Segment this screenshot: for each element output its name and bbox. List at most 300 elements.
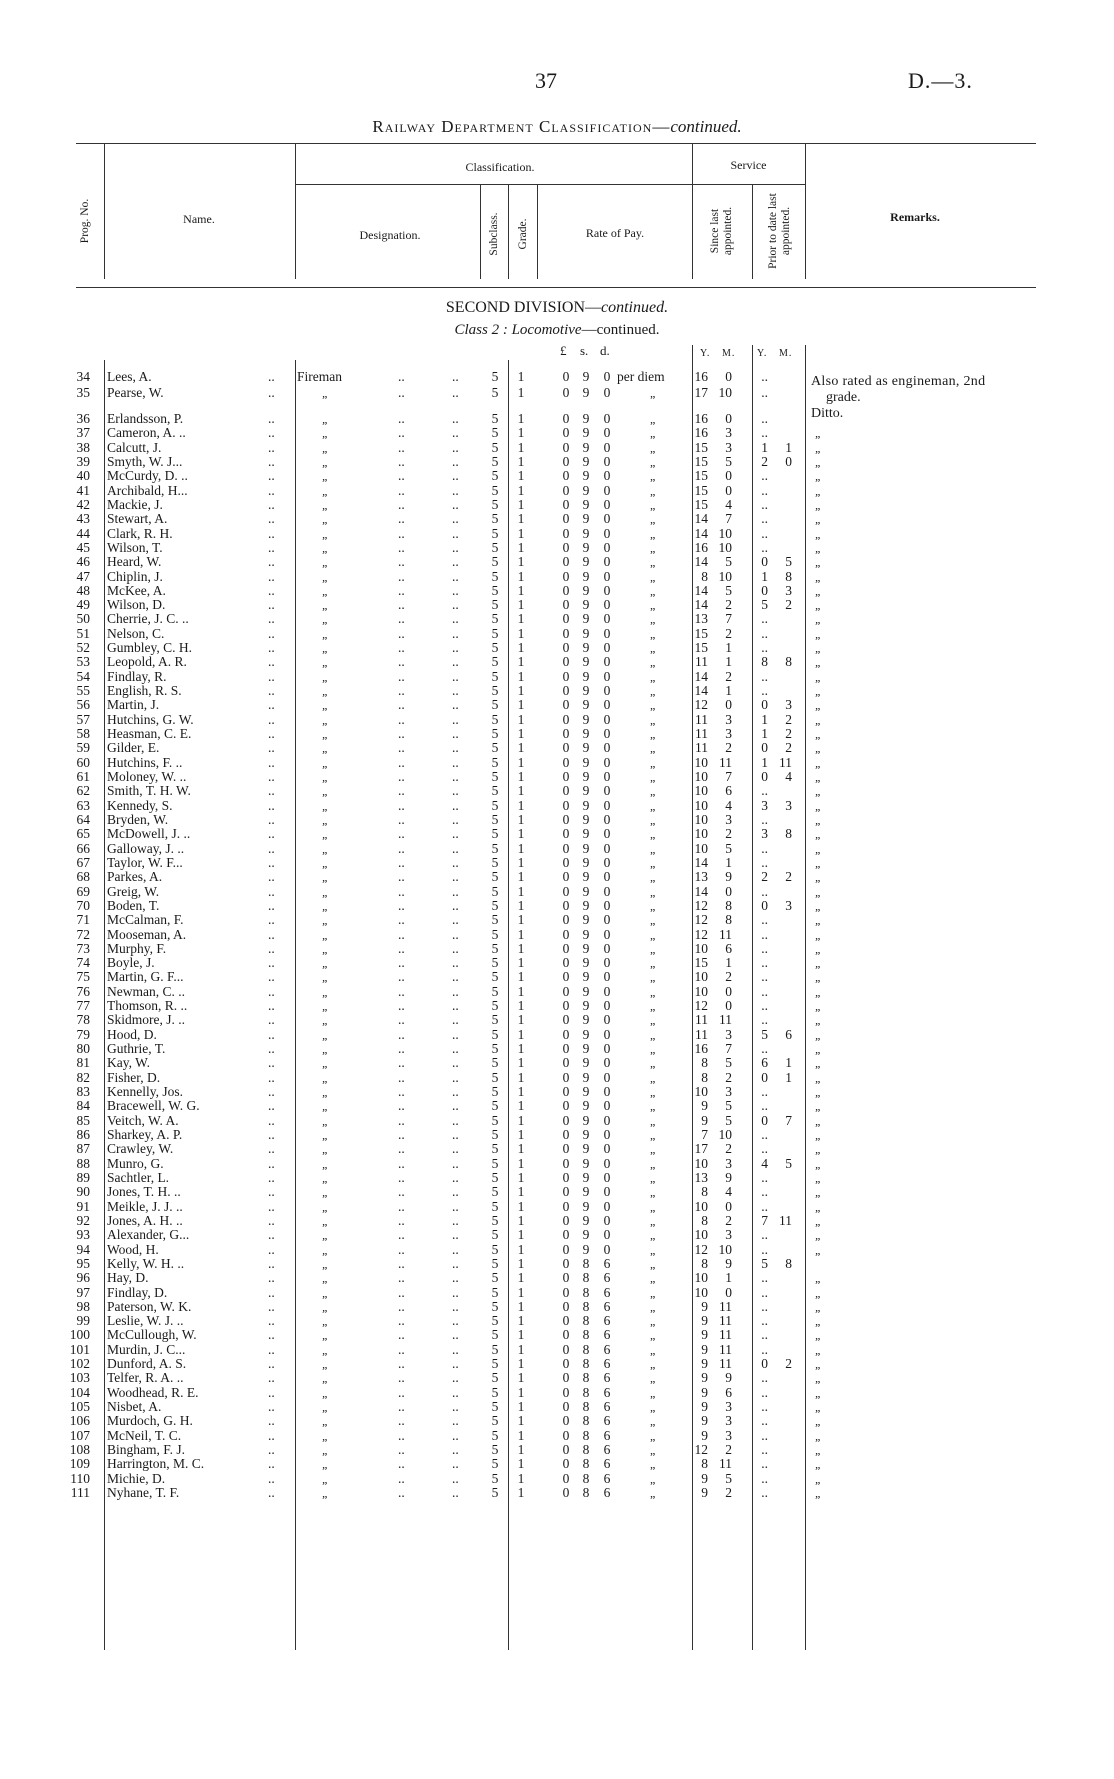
cell-remark: „ bbox=[815, 1299, 822, 1314]
cell-designation: „ bbox=[322, 1285, 329, 1300]
cell-leader-dots: .. bbox=[452, 453, 459, 469]
cell-pay-shillings: 9 bbox=[582, 1198, 590, 1214]
cell-leader-dots: .. bbox=[268, 711, 275, 727]
cell-leader-dots: .. bbox=[398, 482, 405, 498]
cell-leader-dots: .. bbox=[452, 1356, 459, 1372]
header-designation: Designation. bbox=[359, 228, 421, 242]
cell-designation: „ bbox=[322, 812, 329, 827]
cell-prior-years: .. bbox=[761, 1284, 768, 1300]
cell-since-years: 10 bbox=[694, 811, 708, 827]
cell-employee-name: Clark, R. H. bbox=[107, 525, 173, 541]
cell-since-months: 10 bbox=[718, 1127, 732, 1142]
cell-pay-pounds: 0 bbox=[562, 869, 570, 885]
cell-since-years: 13 bbox=[694, 1169, 708, 1185]
cell-designation: „ bbox=[322, 440, 329, 455]
cell-employee-name: Gumbley, C. H. bbox=[107, 640, 192, 656]
cell-grade: 1 bbox=[517, 726, 525, 742]
cell-since-years: 12 bbox=[694, 926, 708, 942]
header-since-last-text: Since last appointed. bbox=[709, 206, 734, 256]
cell-prior-months: 5 bbox=[785, 1155, 792, 1171]
cell-prior-years: .. bbox=[761, 468, 768, 484]
cell-employee-name: Thomson, R. .. bbox=[107, 998, 188, 1014]
cell-pay-pence: 6 bbox=[603, 1270, 611, 1286]
cell-pay-pence: 0 bbox=[603, 1098, 611, 1114]
cell-grade: 1 bbox=[517, 1255, 525, 1271]
header-grade: Grade. bbox=[517, 218, 529, 250]
cell-prog-no: 82 bbox=[76, 1069, 90, 1085]
cell-grade: 1 bbox=[517, 369, 525, 384]
cell-grade: 1 bbox=[517, 840, 525, 856]
cell-prog-no: 75 bbox=[76, 969, 90, 985]
cell-since-years: 15 bbox=[694, 439, 708, 455]
cell-designation: „ bbox=[322, 555, 329, 570]
cell-employee-name: Bingham, F. J. bbox=[107, 1442, 186, 1458]
cell-prog-no: 100 bbox=[69, 1327, 90, 1343]
cell-since-months: 9 bbox=[725, 869, 732, 885]
cell-designation: „ bbox=[322, 1328, 329, 1343]
cell-employee-name: Meikle, J. J. .. bbox=[107, 1198, 183, 1214]
cell-remark: „ bbox=[815, 1400, 822, 1415]
cell-since-years: 8 bbox=[701, 1184, 708, 1200]
cell-leader-dots: .. bbox=[398, 496, 405, 512]
cell-leader-dots: .. bbox=[268, 912, 275, 928]
cell-grade: 1 bbox=[517, 1399, 525, 1415]
cell-grade: 1 bbox=[517, 1313, 525, 1329]
cell-prior-years: .. bbox=[761, 955, 768, 971]
cell-prog-no: 71 bbox=[76, 912, 90, 928]
cell-pay-period: „ bbox=[650, 1457, 656, 1472]
cell-leader-dots: .. bbox=[398, 940, 405, 956]
cell-designation: „ bbox=[322, 770, 329, 784]
cell-prior-years: .. bbox=[761, 1370, 768, 1386]
cell-leader-dots: .. bbox=[398, 1284, 405, 1300]
cell-leader-dots: .. bbox=[452, 769, 459, 784]
cell-since-months: 11 bbox=[719, 754, 732, 770]
cell-subclass: 5 bbox=[491, 369, 499, 384]
cell-leader-dots: .. bbox=[452, 1212, 459, 1228]
cell-prior-years: .. bbox=[761, 385, 768, 400]
cell-leader-dots: .. bbox=[452, 1341, 459, 1357]
cell-prog-no: 91 bbox=[76, 1198, 90, 1214]
cell-pay-pence: 0 bbox=[603, 1241, 611, 1257]
cell-pay-pounds: 0 bbox=[562, 683, 570, 699]
cell-remark: „ bbox=[815, 626, 822, 641]
cell-employee-name: Sachtler, L. bbox=[107, 1169, 170, 1185]
cell-prior-years: .. bbox=[761, 1298, 768, 1314]
cell-subclass: 5 bbox=[491, 1341, 499, 1357]
cell-since-months: 2 bbox=[725, 625, 732, 641]
cell-leader-dots: .. bbox=[452, 525, 459, 541]
cell-leader-dots: .. bbox=[452, 883, 459, 899]
cell-grade: 1 bbox=[517, 783, 525, 799]
cell-leader-dots: .. bbox=[268, 1169, 275, 1185]
cell-pay-pounds: 0 bbox=[562, 1327, 570, 1343]
cell-pay-pence: 0 bbox=[603, 740, 611, 756]
cell-designation: „ bbox=[322, 598, 329, 613]
unit-years: Y. bbox=[700, 348, 711, 359]
cell-pay-pounds: 0 bbox=[562, 496, 570, 512]
cell-since-months: 2 bbox=[725, 1485, 732, 1500]
cell-leader-dots: .. bbox=[398, 668, 405, 684]
cell-prog-no: 79 bbox=[76, 1026, 90, 1042]
cell-remark: „ bbox=[815, 1113, 822, 1128]
cell-grade: 1 bbox=[517, 1241, 525, 1257]
cell-pay-pence: 6 bbox=[603, 1284, 611, 1300]
cell-pay-pence: 6 bbox=[603, 1456, 611, 1472]
cell-since-years: 12 bbox=[694, 697, 708, 713]
cell-employee-name: Galloway, J. .. bbox=[107, 840, 185, 856]
cell-since-months: 11 bbox=[719, 1356, 732, 1372]
cell-pay-shillings: 8 bbox=[582, 1456, 590, 1472]
cell-pay-pence: 0 bbox=[603, 869, 611, 885]
cell-remark: „ bbox=[815, 1471, 822, 1486]
cell-prior-months: 4 bbox=[785, 769, 792, 784]
cell-pay-period: „ bbox=[650, 1471, 656, 1486]
cell-designation: „ bbox=[322, 1357, 329, 1372]
cell-pay-pounds: 0 bbox=[562, 554, 570, 570]
cell-remark: „ bbox=[815, 884, 822, 899]
cell-remark: „ bbox=[815, 1070, 822, 1085]
cell-leader-dots: .. bbox=[398, 1112, 405, 1128]
cell-employee-name: Wilson, D. bbox=[107, 597, 166, 613]
cell-pay-period: „ bbox=[650, 956, 656, 971]
cell-grade: 1 bbox=[517, 1227, 525, 1243]
cell-employee-name: Hay, D. bbox=[107, 1270, 149, 1286]
cell-leader-dots: .. bbox=[452, 969, 459, 985]
cell-designation: „ bbox=[322, 956, 329, 971]
cell-pay-period: „ bbox=[650, 569, 656, 584]
cell-leader-dots: .. bbox=[268, 568, 275, 584]
cell-since-months: 0 bbox=[725, 983, 732, 999]
cell-leader-dots: .. bbox=[268, 411, 275, 426]
cell-pay-pounds: 0 bbox=[562, 697, 570, 713]
cell-grade: 1 bbox=[517, 897, 525, 913]
cell-remark: „ bbox=[815, 598, 822, 613]
cell-remark: „ bbox=[815, 1428, 822, 1443]
cell-leader-dots: .. bbox=[268, 1055, 275, 1071]
cell-subclass: 5 bbox=[491, 1327, 499, 1343]
cell-pay-period: „ bbox=[650, 698, 656, 713]
cell-leader-dots: .. bbox=[268, 1341, 275, 1357]
cell-pay-pence: 0 bbox=[603, 582, 611, 598]
cell-prog-no: 95 bbox=[76, 1255, 90, 1271]
cell-leader-dots: .. bbox=[268, 525, 275, 541]
cell-subclass: 5 bbox=[491, 554, 499, 570]
cell-subclass: 5 bbox=[491, 1212, 499, 1228]
page-number: 37 bbox=[535, 68, 557, 93]
cell-leader-dots: .. bbox=[398, 411, 405, 426]
cell-since-months: 2 bbox=[725, 1442, 732, 1458]
cell-designation: „ bbox=[322, 1128, 329, 1142]
cell-leader-dots: .. bbox=[268, 897, 275, 913]
cell-leader-dots: .. bbox=[398, 385, 405, 400]
cell-pay-pence: 6 bbox=[603, 1255, 611, 1271]
cell-leader-dots: .. bbox=[398, 654, 405, 670]
cell-pay-pence: 0 bbox=[603, 926, 611, 942]
cell-prog-no: 63 bbox=[76, 797, 90, 813]
cell-prior-months: 2 bbox=[785, 597, 792, 613]
cell-employee-name: Greig, W. bbox=[107, 883, 160, 899]
cell-pay-period: „ bbox=[650, 497, 656, 512]
cell-pay-pounds: 0 bbox=[562, 1055, 570, 1071]
cell-pay-shillings: 9 bbox=[582, 769, 590, 784]
cell-pay-period: „ bbox=[650, 970, 656, 985]
cell-pay-shillings: 8 bbox=[582, 1470, 590, 1486]
cell-leader-dots: .. bbox=[452, 1470, 459, 1486]
cell-remark: „ bbox=[815, 1457, 822, 1472]
cell-grade: 1 bbox=[517, 740, 525, 756]
cell-designation: „ bbox=[322, 913, 329, 928]
cell-pay-pounds: 0 bbox=[562, 439, 570, 455]
cell-prior-years: .. bbox=[761, 1413, 768, 1429]
cell-pay-pence: 6 bbox=[603, 1327, 611, 1343]
cell-pay-pounds: 0 bbox=[562, 883, 570, 899]
cell-grade: 1 bbox=[517, 711, 525, 727]
cell-pay-period: „ bbox=[650, 884, 656, 899]
cell-employee-name: Findlay, D. bbox=[107, 1284, 168, 1300]
cell-pay-pence: 0 bbox=[603, 369, 611, 384]
cell-since-months: 11 bbox=[719, 1313, 732, 1329]
cell-subclass: 5 bbox=[491, 1155, 499, 1171]
cell-pay-pence: 0 bbox=[603, 625, 611, 641]
cell-pay-pounds: 0 bbox=[562, 854, 570, 870]
cell-since-months: 1 bbox=[725, 1270, 732, 1286]
cell-leader-dots: .. bbox=[268, 883, 275, 899]
cell-subclass: 5 bbox=[491, 883, 499, 899]
cell-since-months: 3 bbox=[725, 439, 732, 455]
cell-leader-dots: .. bbox=[268, 611, 275, 627]
cell-prior-years: 6 bbox=[761, 1055, 768, 1071]
cell-pay-period: „ bbox=[650, 1428, 656, 1443]
cell-designation: „ bbox=[322, 898, 329, 913]
cell-employee-name: Kay, W. bbox=[107, 1055, 150, 1071]
cell-pay-period: „ bbox=[650, 741, 656, 756]
cell-subclass: 5 bbox=[491, 912, 499, 928]
cell-pay-period: „ bbox=[650, 583, 656, 598]
cell-pay-pence: 0 bbox=[603, 1084, 611, 1100]
cell-designation: „ bbox=[322, 784, 329, 799]
cell-subclass: 5 bbox=[491, 1112, 499, 1128]
cell-pay-period: „ bbox=[650, 870, 656, 885]
cell-leader-dots: .. bbox=[452, 697, 459, 713]
cell-subclass: 5 bbox=[491, 1356, 499, 1372]
cell-prior-months: 3 bbox=[785, 582, 792, 598]
cell-pay-pounds: 0 bbox=[562, 511, 570, 527]
cell-prog-no: 49 bbox=[76, 597, 90, 613]
cell-prog-no: 87 bbox=[76, 1141, 90, 1157]
cell-pay-shillings: 8 bbox=[582, 1485, 590, 1500]
cell-leader-dots: .. bbox=[268, 783, 275, 799]
cell-pay-shillings: 9 bbox=[582, 1127, 590, 1142]
cell-pay-pounds: 0 bbox=[562, 726, 570, 742]
cell-since-months: 3 bbox=[725, 711, 732, 727]
cell-leader-dots: .. bbox=[398, 783, 405, 799]
cell-prior-months: 8 bbox=[785, 1255, 792, 1271]
cell-employee-name: Kennelly, Jos. bbox=[107, 1084, 183, 1100]
cell-pay-period: „ bbox=[650, 483, 656, 498]
cell-leader-dots: .. bbox=[398, 1069, 405, 1085]
cell-leader-dots: .. bbox=[452, 1456, 459, 1472]
cell-prog-no: 94 bbox=[76, 1241, 90, 1257]
cell-pay-shillings: 8 bbox=[582, 1356, 590, 1372]
cell-pay-pence: 6 bbox=[603, 1427, 611, 1443]
cell-pay-pounds: 0 bbox=[562, 1384, 570, 1400]
cell-leader-dots: .. bbox=[452, 597, 459, 613]
cell-prog-no: 97 bbox=[76, 1284, 90, 1300]
cell-leader-dots: .. bbox=[398, 912, 405, 928]
cell-designation: „ bbox=[322, 540, 329, 555]
cell-leader-dots: .. bbox=[452, 840, 459, 856]
cell-since-years: 10 bbox=[694, 940, 708, 956]
unit-shilling: s. bbox=[580, 343, 589, 358]
cell-employee-name: McNeil, T. C. bbox=[107, 1427, 182, 1443]
cell-pay-shillings: 9 bbox=[582, 411, 590, 426]
cell-subclass: 5 bbox=[491, 1198, 499, 1214]
cell-since-months: 5 bbox=[725, 453, 732, 469]
cell-subclass: 5 bbox=[491, 1169, 499, 1185]
cell-remark: „ bbox=[815, 941, 822, 956]
cell-pay-period: „ bbox=[650, 941, 656, 956]
cell-remark: „ bbox=[815, 784, 822, 799]
cell-leader-dots: .. bbox=[268, 1141, 275, 1157]
cell-since-years: 10 bbox=[694, 797, 708, 813]
cell-employee-name: McDowell, J. .. bbox=[107, 826, 191, 842]
cell-since-months: 8 bbox=[725, 897, 732, 913]
cell-grade: 1 bbox=[517, 611, 525, 627]
cell-pay-pence: 0 bbox=[603, 783, 611, 799]
cell-employee-name: Calcutt, J. bbox=[107, 439, 162, 455]
cell-subclass: 5 bbox=[491, 1184, 499, 1200]
cell-since-months: 3 bbox=[725, 1399, 732, 1415]
cell-pay-period: „ bbox=[650, 841, 656, 856]
cell-designation: „ bbox=[322, 469, 329, 484]
cell-designation: „ bbox=[322, 1042, 329, 1057]
cell-prior-years: 2 bbox=[761, 453, 768, 469]
cell-since-years: 13 bbox=[694, 611, 708, 627]
cell-since-months: 5 bbox=[725, 554, 732, 570]
cell-pay-period: „ bbox=[650, 626, 656, 641]
cell-pay-period: „ bbox=[650, 1385, 656, 1400]
cell-remark: „ bbox=[815, 1443, 822, 1458]
cell-since-years: 9 bbox=[701, 1356, 708, 1372]
cell-pay-pounds: 0 bbox=[562, 955, 570, 971]
cell-pay-pounds: 0 bbox=[562, 1155, 570, 1171]
cell-leader-dots: .. bbox=[398, 1141, 405, 1157]
cell-prior-years: .. bbox=[761, 1012, 768, 1028]
cell-pay-pounds: 0 bbox=[562, 1127, 570, 1142]
cell-leader-dots: .. bbox=[398, 1413, 405, 1429]
cell-grade: 1 bbox=[517, 1184, 525, 1200]
cell-grade: 1 bbox=[517, 385, 525, 400]
cell-leader-dots: .. bbox=[398, 854, 405, 870]
cell-since-months: 1 bbox=[725, 640, 732, 656]
cell-prior-months: 7 bbox=[785, 1112, 792, 1128]
cell-remark: „ bbox=[815, 855, 822, 870]
cell-pay-pounds: 0 bbox=[562, 1098, 570, 1114]
cell-pay-pence: 0 bbox=[603, 811, 611, 827]
cell-subclass: 5 bbox=[491, 525, 499, 541]
cell-leader-dots: .. bbox=[452, 482, 459, 498]
cell-grade: 1 bbox=[517, 1212, 525, 1228]
cell-employee-name: McCurdy, D. .. bbox=[107, 468, 188, 484]
cell-leader-dots: .. bbox=[398, 1327, 405, 1343]
cell-pay-period: „ bbox=[650, 526, 656, 541]
cell-since-years: 9 bbox=[701, 1341, 708, 1357]
cell-leader-dots: .. bbox=[452, 1155, 459, 1171]
cell-pay-pence: 6 bbox=[603, 1399, 611, 1415]
cell-subclass: 5 bbox=[491, 998, 499, 1014]
cell-remark: „ bbox=[815, 1170, 822, 1185]
cell-pay-pounds: 0 bbox=[562, 1026, 570, 1042]
cell-subclass: 5 bbox=[491, 511, 499, 527]
cell-since-years: 10 bbox=[694, 783, 708, 799]
cell-prog-no: 38 bbox=[76, 439, 90, 455]
cell-subclass: 5 bbox=[491, 697, 499, 713]
cell-leader-dots: .. bbox=[268, 926, 275, 942]
cell-since-years: 16 bbox=[694, 425, 708, 441]
cell-pay-pounds: 0 bbox=[562, 453, 570, 469]
cell-pay-shillings: 9 bbox=[582, 955, 590, 971]
cell-employee-name: Veitch, W. A. bbox=[107, 1112, 179, 1128]
cell-leader-dots: .. bbox=[452, 640, 459, 656]
cell-prior-months: 3 bbox=[785, 697, 792, 713]
cell-pay-pence: 0 bbox=[603, 826, 611, 842]
cell-prior-years: .. bbox=[761, 1341, 768, 1357]
cell-grade: 1 bbox=[517, 912, 525, 928]
cell-leader-dots: .. bbox=[398, 683, 405, 699]
cell-remark: „ bbox=[815, 812, 822, 827]
cell-pay-period: „ bbox=[650, 1342, 656, 1357]
cell-since-months: 6 bbox=[725, 940, 732, 956]
cell-leader-dots: .. bbox=[398, 983, 405, 999]
cell-leader-dots: .. bbox=[268, 1313, 275, 1329]
cell-prog-no: 56 bbox=[76, 697, 90, 713]
cell-prior-years: 4 bbox=[761, 1155, 768, 1171]
cell-since-years: 10 bbox=[694, 826, 708, 842]
cell-grade: 1 bbox=[517, 1327, 525, 1343]
cell-grade: 1 bbox=[517, 468, 525, 484]
cell-designation: „ bbox=[322, 1013, 329, 1028]
cell-leader-dots: .. bbox=[452, 654, 459, 670]
cell-pay-shillings: 9 bbox=[582, 1069, 590, 1085]
cell-designation: „ bbox=[322, 1213, 329, 1228]
cell-subclass: 5 bbox=[491, 783, 499, 799]
cell-since-months: 3 bbox=[725, 1155, 732, 1171]
cell-pay-shillings: 9 bbox=[582, 468, 590, 484]
cell-since-months: 5 bbox=[725, 1098, 732, 1114]
cell-pay-pounds: 0 bbox=[562, 468, 570, 484]
cell-prog-no: 47 bbox=[76, 568, 90, 584]
cell-subclass: 5 bbox=[491, 1270, 499, 1286]
cell-prog-no: 88 bbox=[76, 1155, 90, 1171]
cell-employee-name: Hutchins, F. .. bbox=[107, 754, 183, 770]
cell-pay-period: „ bbox=[650, 812, 656, 827]
cell-pay-period: „ bbox=[650, 784, 656, 799]
cell-since-months: 10 bbox=[718, 568, 732, 584]
cell-pay-period: „ bbox=[650, 1056, 656, 1071]
cell-prog-no: 57 bbox=[76, 711, 90, 727]
cell-grade: 1 bbox=[517, 453, 525, 469]
cell-since-years: 9 bbox=[701, 1413, 708, 1429]
cell-since-months: 0 bbox=[725, 998, 732, 1014]
cell-pay-pence: 0 bbox=[603, 955, 611, 971]
cell-pay-shillings: 9 bbox=[582, 625, 590, 641]
cell-pay-period: „ bbox=[650, 512, 656, 527]
cell-pay-shillings: 9 bbox=[582, 1155, 590, 1171]
cell-pay-shillings: 8 bbox=[582, 1399, 590, 1415]
cell-grade: 1 bbox=[517, 1055, 525, 1071]
cell-grade: 1 bbox=[517, 482, 525, 498]
